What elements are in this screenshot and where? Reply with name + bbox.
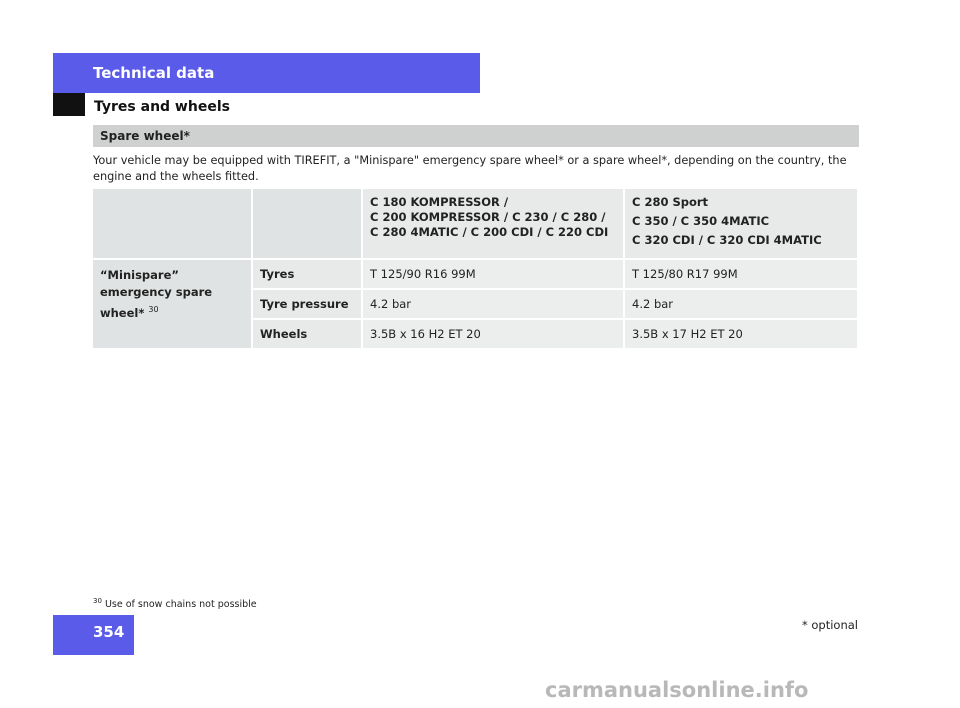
page-number: 354 (93, 623, 125, 641)
model-line: C 180 KOMPRESSOR / (370, 195, 509, 209)
spare-wheel-table (93, 189, 859, 350)
footnote-ref: 30 (148, 305, 159, 314)
row-label: Tyre pressure (253, 290, 363, 320)
chapter-title: Technical data (93, 64, 215, 82)
page-number-box (53, 615, 134, 655)
table-cell: 3.5B x 16 H2 ET 20 (363, 320, 625, 350)
row-label: Tyres (253, 260, 363, 290)
table-cell: 3.5B x 17 H2 ET 20 (625, 320, 859, 350)
footnote (93, 597, 257, 610)
model-line: C 280 Sport (632, 195, 709, 209)
model-line: C 280 4MATIC / C 200 CDI / C 220 CDI (370, 225, 609, 239)
model-line: C 350 / C 350 4MATIC (632, 214, 770, 228)
row-label: Wheels (253, 320, 363, 350)
footnote-number: 30 (93, 597, 102, 605)
row-group-text: “Minispare” emergency spare wheel* (100, 268, 213, 320)
model-line: C 200 KOMPRESSOR / C 230 / C 280 / (370, 210, 606, 224)
chapter-tab-marker (53, 93, 85, 116)
table-header-row (93, 189, 859, 260)
header-blank-cell (93, 189, 253, 260)
chapter-header (53, 53, 480, 93)
table-cell: T 125/80 R17 99M (625, 260, 859, 290)
page-subtitle: Tyres and wheels (94, 99, 230, 115)
optional-note: * optional (801, 618, 858, 632)
section-heading (93, 125, 859, 147)
table-cell: 4.2 bar (625, 290, 859, 320)
table-cell: T 125/90 R16 99M (363, 260, 625, 290)
intro-paragraph: Your vehicle may be equipped with TIREFIT, a "Minispare" emergency spare wheel* or a spare wheel*, depending on the country, the engine and the wheels fitted. (93, 154, 847, 183)
table-cell: 4.2 bar (363, 290, 625, 320)
watermark: carmanualsonline.info (545, 678, 809, 702)
table-row (93, 260, 859, 290)
section-title: Spare wheel* (100, 129, 190, 143)
model-line: C 320 CDI / C 320 CDI 4MATIC (632, 233, 822, 247)
header-models-col-2 (625, 189, 859, 260)
header-models-col-1 (363, 189, 625, 260)
footnote-text: Use of snow chains not possible (104, 599, 257, 611)
row-group-label (93, 260, 253, 350)
header-blank-cell (253, 189, 363, 260)
